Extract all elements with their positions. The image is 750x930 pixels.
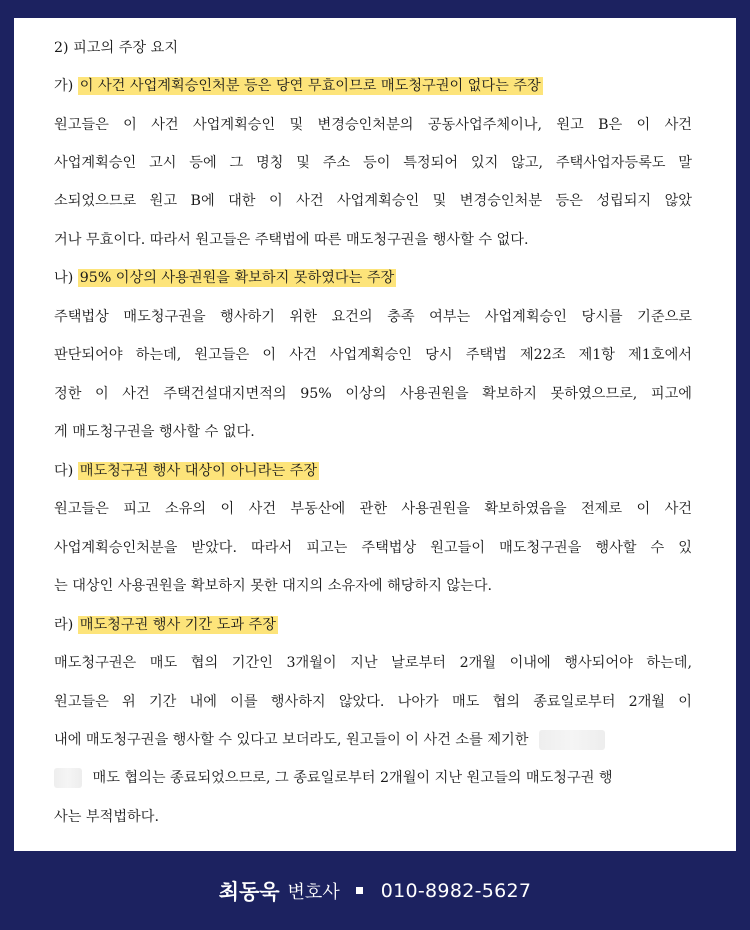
item-heading [54, 615, 278, 635]
highlighted-heading: 이 사건 사업계획승인처분 등은 당연 무효이므로 매도청구권이 없다는 주장 [79, 78, 541, 94]
body-line: 사는 부적법하다. [54, 809, 159, 825]
highlighted-heading: 매도청구권 행사 기간 도과 주장 [79, 617, 276, 633]
item-marker: 라) [54, 617, 74, 633]
redacted-date [539, 730, 605, 750]
body-line: 원고들은 위 기간 내에 이를 행사하지 않았다. 나아가 매도 협의 종료일로부터 2개월 이 [54, 694, 692, 710]
body-line: 원고들은 피고 소유의 이 사건 부동산에 관한 사용권원을 확보하였음을 전제로 이 사건 [54, 501, 692, 517]
body-line: 판단되어야 하는데, 원고들은 이 사건 사업계획승인 당시 주택법 제22조 제1항 제1호에서 [54, 347, 692, 363]
item-heading [54, 461, 319, 481]
lawyer-title: 변호사 [287, 881, 340, 903]
body-line: 원고들은 이 사건 사업계획승인 및 변경승인처분의 공동사업주체이나, 원고 B은 이 사건 [54, 117, 692, 133]
redacted-text [54, 768, 82, 788]
highlighted-heading: 매도청구권 행사 대상이 아니라는 주장 [79, 463, 318, 479]
body-line-text: 내에 매도청구권을 행사할 수 있다고 보더라도, 원고들이 이 사건 소를 제기한 [54, 732, 529, 748]
document-page [14, 18, 736, 851]
body-line [54, 768, 613, 788]
body-line: 사업계획승인처분을 받았다. 따라서 피고는 주택법상 원고들이 매도청구권을 행사할 수 있 [54, 540, 692, 556]
section-title: 2) 피고의 주장 요지 [54, 40, 179, 56]
item-heading [54, 76, 543, 96]
body-line: 거나 무효이다. 따라서 원고들은 주택법에 따른 매도청구권을 행사할 수 없다. [54, 232, 529, 248]
contact-footer [0, 851, 750, 930]
body-line [54, 730, 605, 750]
phone-number[interactable]: 010-8982-5627 [380, 879, 532, 902]
item-marker: 다) [54, 463, 74, 479]
body-line-text: 매도 협의는 종료되었으므로, 그 종료일로부터 2개월이 지난 원고들의 매도청구권 행 [92, 770, 613, 786]
body-line: 게 매도청구권을 행사할 수 없다. [54, 424, 255, 440]
body-line: 주택법상 매도청구권을 행사하기 위한 요건의 충족 여부는 사업계획승인 당시를 기준으로 [54, 309, 692, 325]
body-line: 사업계획승인 고시 등에 그 명칭 및 주소 등이 특정되어 있지 않고, 주택사업자등록도 말 [54, 155, 692, 171]
item-marker: 나) [54, 270, 74, 286]
separator-dot-icon [356, 887, 363, 894]
item-marker: 가) [54, 78, 74, 94]
highlighted-heading: 95% 이상의 사용권원을 확보하지 못하였다는 주장 [79, 270, 395, 286]
body-line: 는 대상인 사용권원을 확보하지 못한 대지의 소유자에 해당하지 않는다. [54, 578, 493, 594]
body-line: 정한 이 사건 주택건설대지면적의 95% 이상의 사용권원을 확보하지 못하였으므로, 피고에 [54, 386, 692, 402]
body-line: 매도청구권은 매도 협의 기간인 3개월이 지난 날로부터 2개월 이내에 행사되어야 하는데, [54, 655, 692, 671]
item-heading [54, 268, 396, 288]
body-line: 소되었으므로 원고 B에 대한 이 사건 사업계획승인 및 변경승인처분 등은 성립되지 않았 [54, 193, 692, 209]
lawyer-name: 최동욱 [218, 879, 280, 904]
